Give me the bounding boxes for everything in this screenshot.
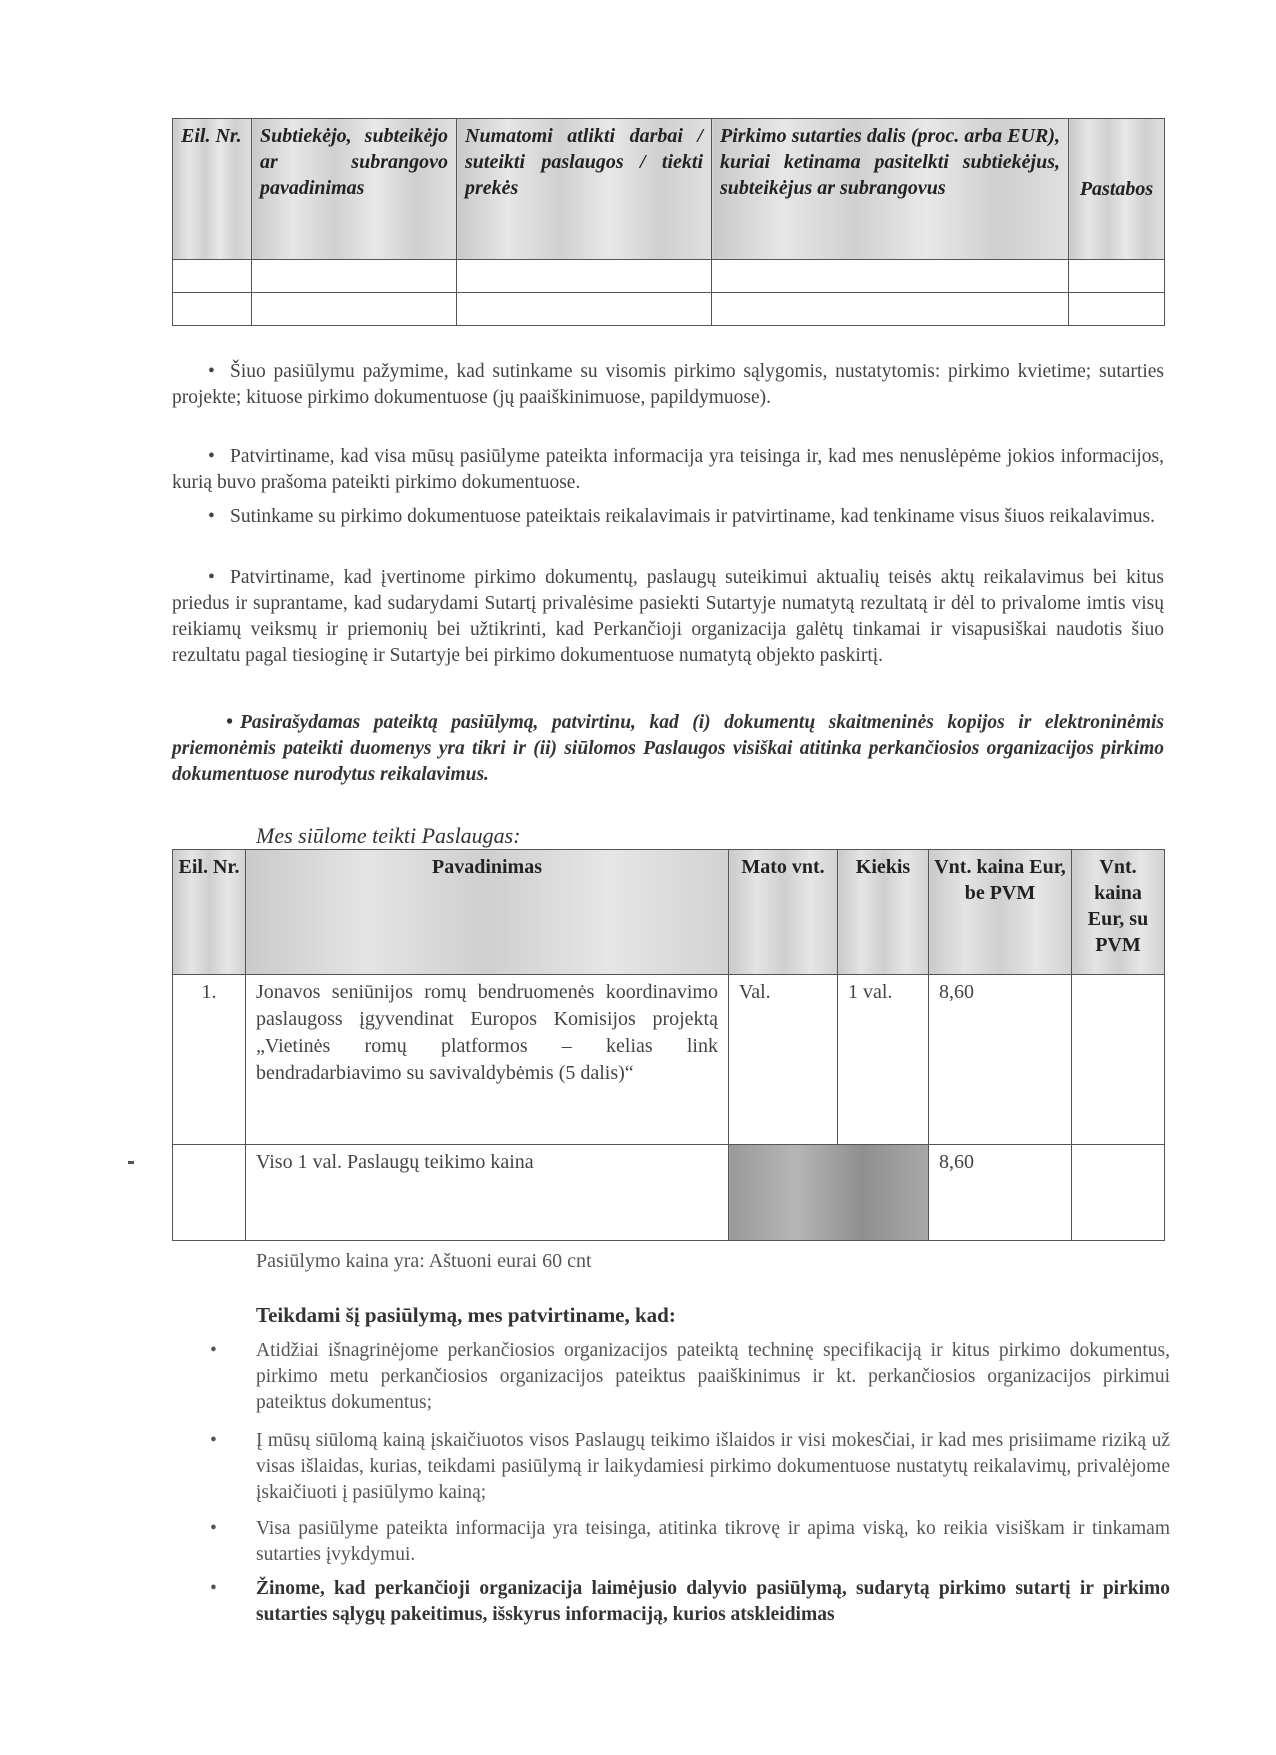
total-label: Viso 1 val. Paslaugų teikimo kaina [246, 1145, 729, 1241]
header-eil-nr: Eil. Nr. [173, 850, 246, 975]
total-shaded-cell [729, 1145, 929, 1241]
confirmation-title: Teikdami šį pasiūlymą, mes patvirtiname, kad: [256, 1303, 676, 1327]
bullet-icon: • [210, 1430, 217, 1451]
bullet-icon: • [226, 712, 233, 733]
bullet-icon: • [210, 1340, 217, 1361]
statement-4 [172, 565, 1164, 669]
services-table-header-row [173, 850, 1165, 975]
confirmation-text: Į mūsų siūlomą kainą įskaičiuotos visos Paslaugų teikimo išlaidos ir visi mokesčiai, ir kad mes prisiimame riziką už visas išlaidas, kurias, teikdami pasiūlymą ir laikydamiesi pirkimo dokumentuose nustatytų reikalavimų, privalėjome įskaičiuoti į pasiūlymo kainą; [256, 1430, 1170, 1503]
offer-price-text: Pasiūlymo kaina yra: Aštuoni eurai 60 cnt [256, 1250, 592, 1272]
header-notes: Pastabos [1069, 119, 1165, 260]
statement-text: Patvirtiname, kad visa mūsų pasiūlyme pateikta informacija yra teisinga ir, kad mes nenuslėpėme jokios informacijos, kurią buvo prašoma pateikti pirkimo dokumentuose. [172, 446, 1164, 493]
confirmation-text: Visa pasiūlyme pateikta informacija yra teisinga, atitinka tikrovę ir apima viską, ko reikia visiškam ir tinkamam sutarties įvykdymui. [256, 1518, 1170, 1565]
confirmation-item-4 [210, 1576, 1170, 1628]
subcontractor-table [172, 118, 1165, 326]
confirmation-item-3 [210, 1516, 1170, 1568]
statement-3 [172, 504, 1164, 530]
header-name: Pavadinimas [246, 850, 729, 975]
bullet-icon: • [208, 361, 215, 382]
service-name: Jonavos seniūnijos romų bendruomenės koordinavimo paslaugoss įgyvendinat Europos Komisijos projektą „Vietinės romų platformos – kelias link bendradarbiavimo su savivaldybėmis (5 dalis)“ [246, 975, 729, 1145]
header-subcontractor-name: Subtiekėjo, subteikėjo ar subrangovo pavadinimas [252, 119, 457, 260]
services-table [172, 849, 1165, 1241]
bullet-icon: • [208, 446, 215, 467]
margin-mark [128, 1161, 134, 1164]
total-row [173, 1145, 1165, 1241]
statement-text: Sutinkame su pirkimo dokumentuose pateiktais reikalavimais ir patvirtiname, kad tenkiname visus šiuos reikalavimus. [230, 506, 1155, 527]
statement-1 [172, 359, 1164, 411]
table-row [173, 260, 1165, 293]
service-price-inc-vat [1072, 975, 1165, 1145]
service-quantity: 1 val. [838, 975, 929, 1145]
statement-2 [172, 444, 1164, 496]
bullet-icon: • [210, 1518, 217, 1539]
offer-caption: Mes siūlome teikti Paslaugas: [256, 823, 521, 848]
service-price-ex-vat: 8,60 [929, 975, 1072, 1145]
statement-text: Patvirtiname, kad įvertinome pirkimo dokumentų, paslaugų suteikimui aktualių teisės aktų reikalavimus bei kitus priedus ir suprantame, kad sudarydami Sutartį privalėsime pasiekti Sutartyje numatytą rezultatą ir dėl to privalome imtis visų reikiamų veiksmų ir priemonių bei užtikrinti, kad Perkančioji organizacija galėtų tinkamai ir visapusiškai naudotis šiuo rezultatu pagal tiesioginę ir Sutartyje bei pirkimo dokumentuose numatytą objekto paskirtį. [172, 567, 1164, 666]
table-row [173, 975, 1165, 1145]
subcontractor-table-header-row [173, 119, 1165, 260]
confirmation-item-2 [210, 1428, 1170, 1506]
header-price-inc-vat: Vnt. kaina Eur, su PVM [1072, 850, 1165, 975]
header-planned-works: Numatomi atlikti darbai / suteikti paslaugos / tiekti prekės [457, 119, 712, 260]
service-unit: Val. [729, 975, 838, 1145]
statement-5 [172, 710, 1164, 788]
header-contract-part: Pirkimo sutarties dalis (proc. arba EUR), kuriai ketinama pasitelkti subtiekėjus, subteikėjus ar subrangovus [712, 119, 1069, 260]
table-row [173, 293, 1165, 326]
total-price-ex-vat: 8,60 [929, 1145, 1072, 1241]
statement-text: Šiuo pasiūlymu pažymime, kad sutinkame su visomis pirkimo sąlygomis, nustatytomis: pirkimo kvietime; sutarties projekte; kituose pirkimo dokumentuose (jų paaiškinimuose, papildymuose). [172, 361, 1164, 408]
confirmation-text: Atidžiai išnagrinėjome perkančiosios organizacijos pateiktą techninę specifikaciją ir kitus pirkimo dokumentus, pirkimo metu perkančiosios organizacijos pateiktus paaiškinimus ir kt. perkančiosios organizacijos pirkimui pateiktus dokumentus; [256, 1340, 1170, 1413]
bullet-icon: • [210, 1578, 217, 1599]
header-eil-nr: Eil. Nr. [173, 119, 252, 260]
confirmation-text: Žinome, kad perkančioji organizacija laimėjusio dalyvio pasiūlymą, sudarytą pirkimo sutartį ir pirkimo sutarties sąlygų pakeitimus, išskyrus informaciją, kurios atskleidimas [256, 1578, 1170, 1625]
bullet-icon: • [208, 567, 215, 588]
row-number: 1. [173, 975, 246, 1145]
bullet-icon: • [208, 506, 215, 527]
header-price-ex-vat: Vnt. kaina Eur, be PVM [929, 850, 1072, 975]
statement-text: Pasirašydamas pateiktą pasiūlymą, patvirtinu, kad (i) dokumentų skaitmeninės kopijos ir elektroninėmis priemonėmis pateikti duomenys yra tikri ir (ii) siūlomos Paslaugos visiškai atitinka perkančiosios organizacijos pirkimo dokumentuose nurodytus reikalavimus. [172, 712, 1164, 785]
header-quantity: Kiekis [838, 850, 929, 975]
header-unit: Mato vnt. [729, 850, 838, 975]
confirmation-item-1 [210, 1338, 1170, 1416]
